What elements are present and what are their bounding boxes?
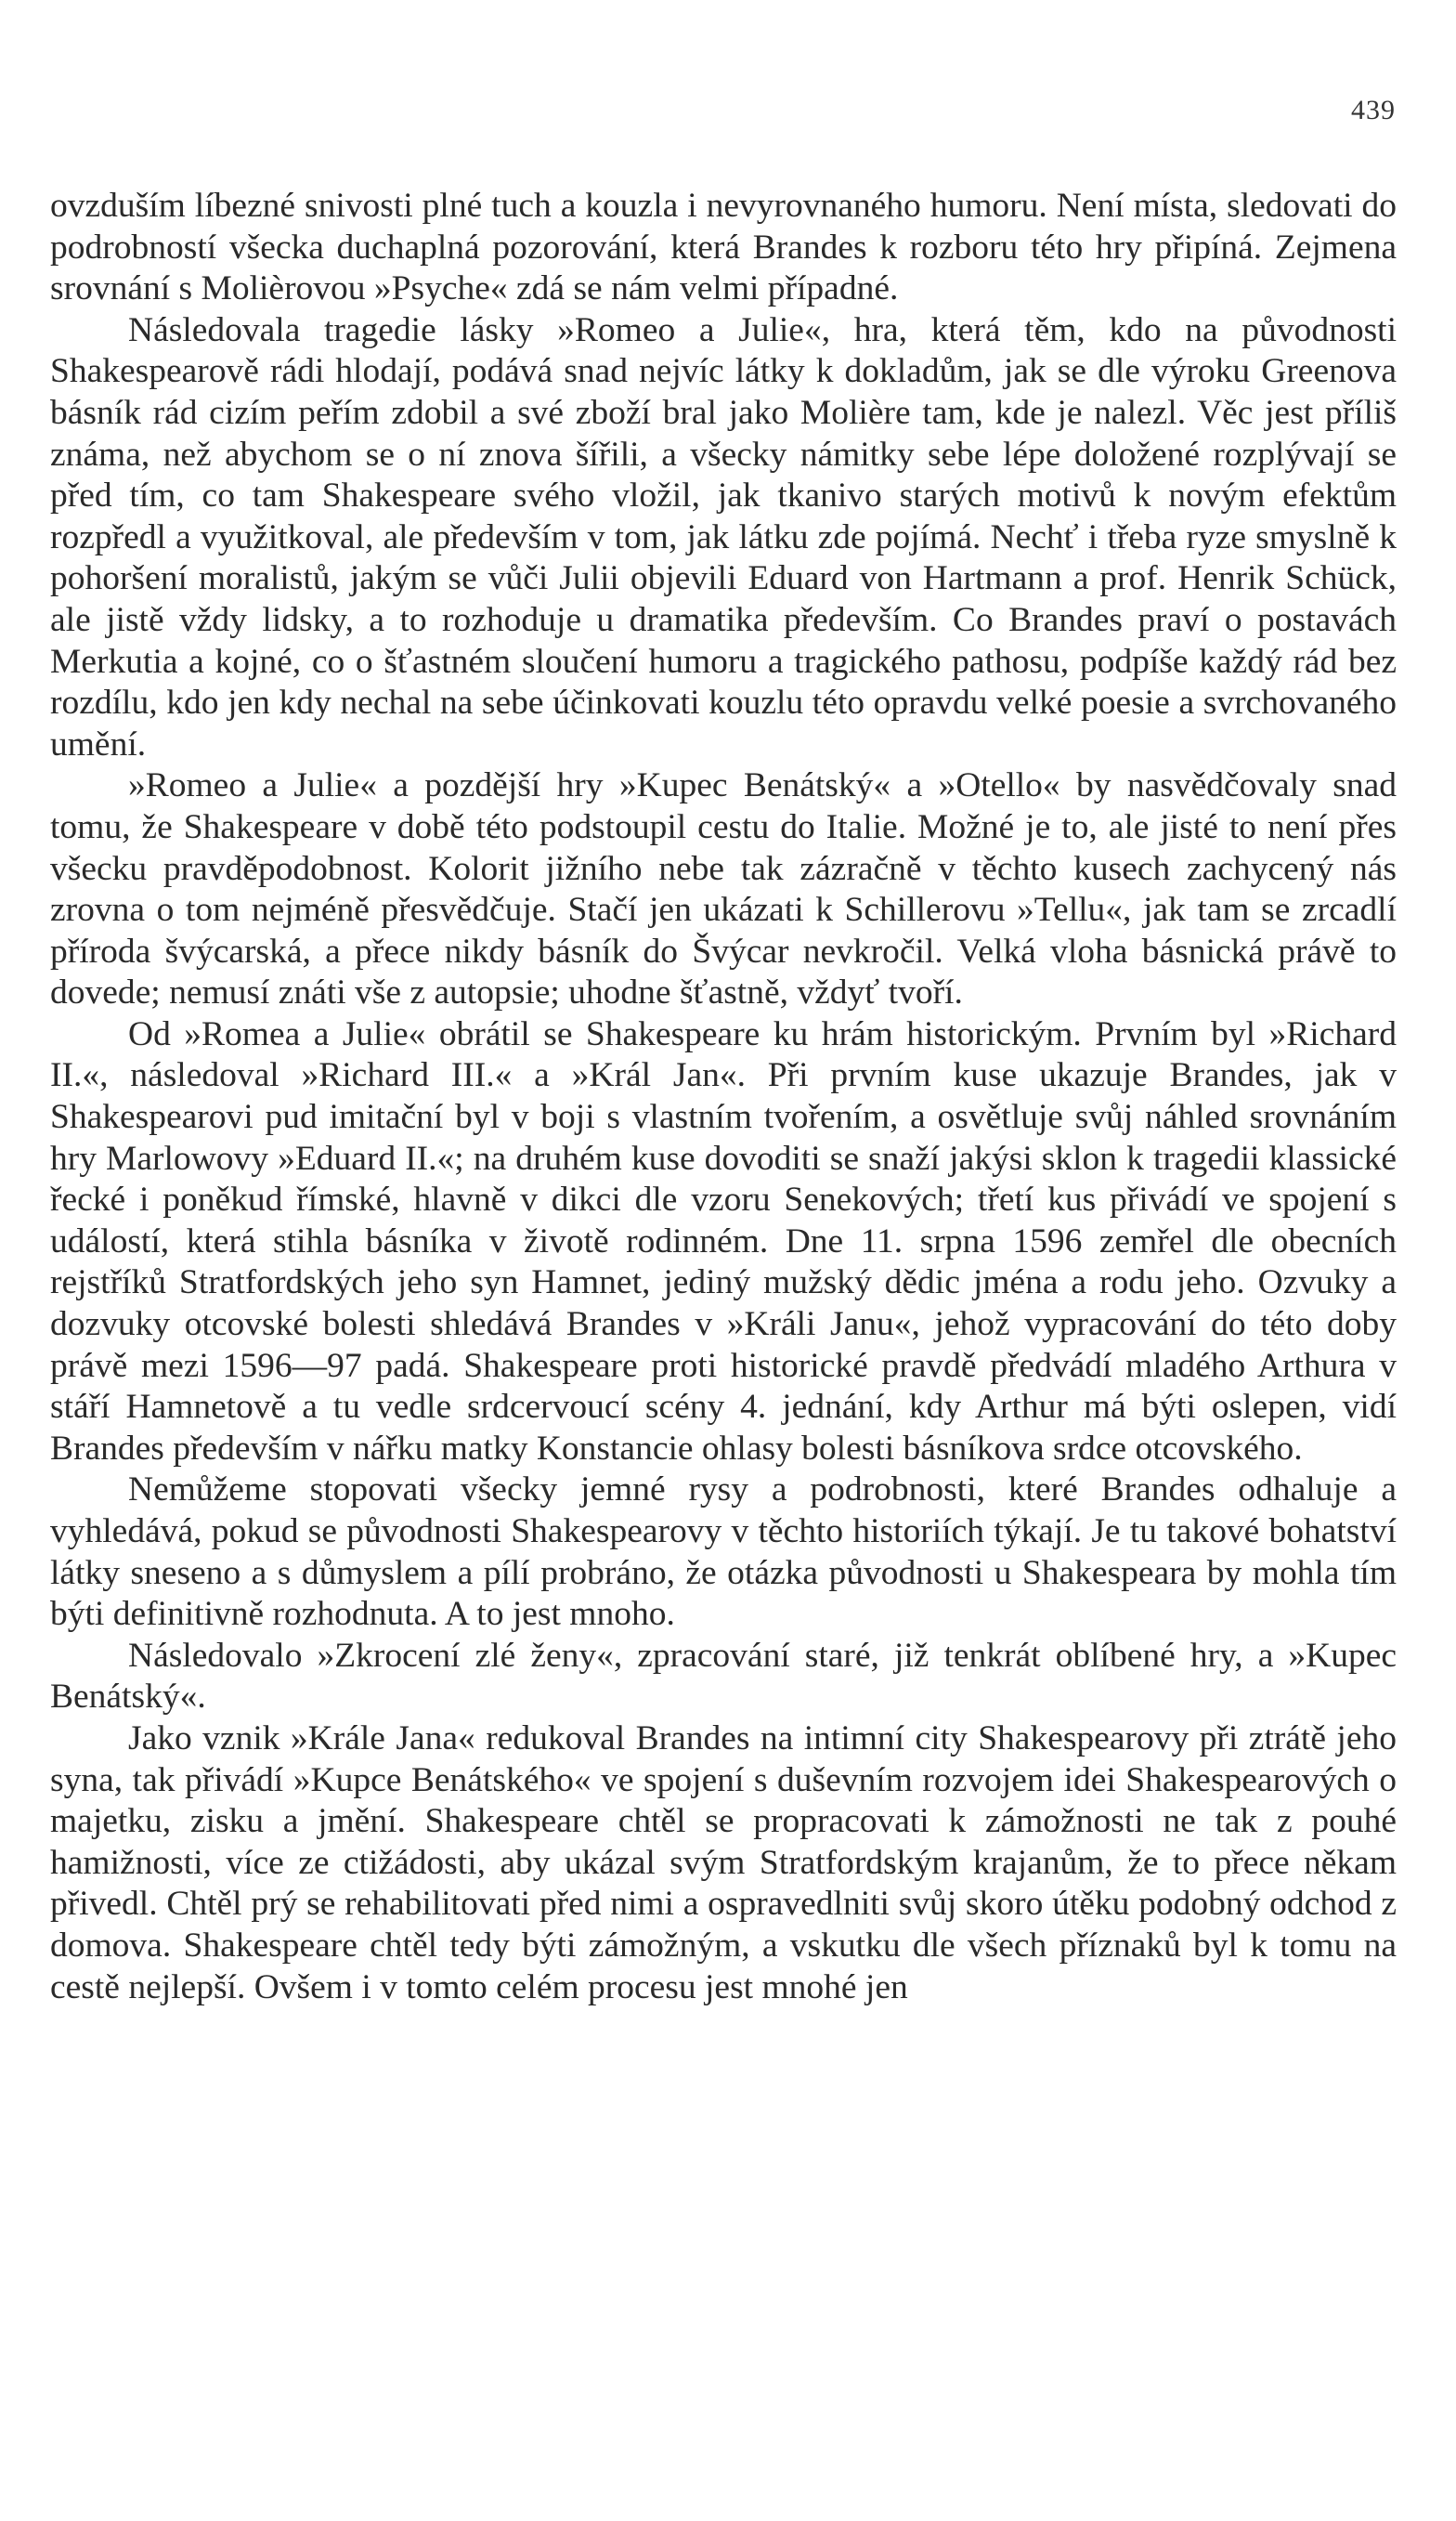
body-text: [50, 186, 1397, 2008]
paragraph: Od »Romea a Julie« obrátil se Shakespeare ku hrám historickým. Prvním byl »Richard II.«, následoval »Richard III.« a »Král Jan«. Při prvním kuse ukazuje Brandes, jak v Shakespearovi pud imitační byl v boji s vlastním tvořením, a osvětluje svůj náhled srovnáním hry Marlowovy »Eduard II.«; na druhém kuse dovoditi se snaží jakýsi sklon k tragedii klassické řecké i poněkud římské, hlavně v dikci dle vzoru Senekových; třetí kus přivádí ve spojení s událostí, která stihla básníka v životě rodinném. Dne 11. srpna 1596 zemřel dle obecních rejstříků Stratfordských jeho syn Hamnet, jediný mužský dědic jména a rodu jeho. Ozvuky a dozvuky otcovské bolesti shledává Brandes v »Králi Janu«, jehož vypracování do této doby právě mezi 1596—97 padá. Shakespeare proti historické pravdě předvádí mladého Arthura v stáří Hamnetově a tu vedle srdcervoucí scény 4. jednání, kdy Arthur má býti oslepen, vidí Brandes především v nářku matky Konstancie ohlasy bolesti básníkova srdce otcovského.: [50, 1014, 1397, 1468]
page-number: 439: [1351, 95, 1396, 125]
paragraph: Nemůžeme stopovati všecky jemné rysy a podrobnosti, které Brandes odhaluje a vyhledává, pokud se původnosti Shakespearovy v těchto historiích týkají. Je tu takové bohatství látky sneseno a s důmyslem a pílí probráno, že otázka původnosti u Shakespeara by mohla tím býti definitivně rozhodnuta. A to jest mnoho.: [50, 1470, 1397, 1634]
paragraph: ovzduším líbezné snivosti plné tuch a kouzla i nevyrovnaného humoru. Není místa, sledovati do podrobností všecka duchaplná pozorování, která Brandes k rozboru této hry připíná. Zejmena srovnání s Molièrovou »Psyche« zdá se nám velmi případné.: [50, 187, 1397, 308]
paragraph: Následovala tragedie lásky »Romeo a Julie«, hra, která těm, kdo na původnosti Shakespearově rádi hlodají, podává snad nejvíc látky k dokladům, jak se dle výroku Greenova básník rád cizím peřím zdobil a své zboží bral jako Molière tam, kde je nalezl. Věc jest příliš známa, než abychom se o ní znova šířili, a všecky námitky sebe lépe doložené rozplývají se před tím, co tam Shakespeare svého vložil, jak tkanivo starých motivů k novým efektům rozpředl a využitkoval, ale především v tom, jak látku zde pojímá. Nechť i třeba ryze smyslně k pohoršení moralistů, jakým se vůči Julii objevili Eduard von Hartmann a prof. Henrik Schück, ale jistě vždy lidsky, a to rozhoduje u dramatika především. Co Brandes praví o postavách Merkutia a kojné, co o šťastném sloučení humoru a tragického pathosu, podpíše každý rád bez rozdílu, kdo jen kdy nechal na sebe účinkovati kouzlu této opravdu velké poesie a svrchovaného umění.: [50, 310, 1397, 764]
paragraph: Jako vznik »Krále Jana« redukoval Brandes na intimní city Shakespearovy při ztrátě jeho syna, tak přivádí »Kupce Benátského« ve spojení s duševním rozvojem idei Shakespearových o majetku, zisku a jmění. Shakespeare chtěl se propracovati k zámožnosti ne tak z pouhé hamižnosti, více ze ctižádosti, aby ukázal svým Stratfordským krajanům, že to přece někam přivedl. Chtěl prý se rehabilitovati před nimi a ospravedlniti svůj skoro útěku podobný odchod z domova. Shakespeare chtěl tedy býti zámožným, a vskutku dle všech příznaků byl k tomu na cestě nejlepší. Ovšem i v tomto celém procesu jest mnohé jen: [50, 1718, 1397, 2006]
paragraph: Následovalo »Zkrocení zlé ženy«, zpracování staré, již tenkrát oblíbené hry, a »Kupec Benátský«.: [50, 1636, 1397, 1717]
paragraph: »Romeo a Julie« a pozdější hry »Kupec Benátský« a »Otello« by nasvědčovaly snad tomu, že Shakespeare v době této podstoupil cestu do Italie. Možné je to, ale jisté to není přes všecku pravděpodobnost. Kolorit jižního nebe tak zázračně v těchto kusech zachycený nás zrovna o tom nejméně přesvědčuje. Stačí jen ukázati k Schillerovu »Tellu«, jak tam se zrcadlí příroda švýcarská, a přece nikdy básník do Švýcar nevkročil. Velká vloha básnická právě to dovede; nemusí znáti vše z autopsie; uhodne šťastně, vždyť tvoří.: [50, 766, 1397, 1012]
